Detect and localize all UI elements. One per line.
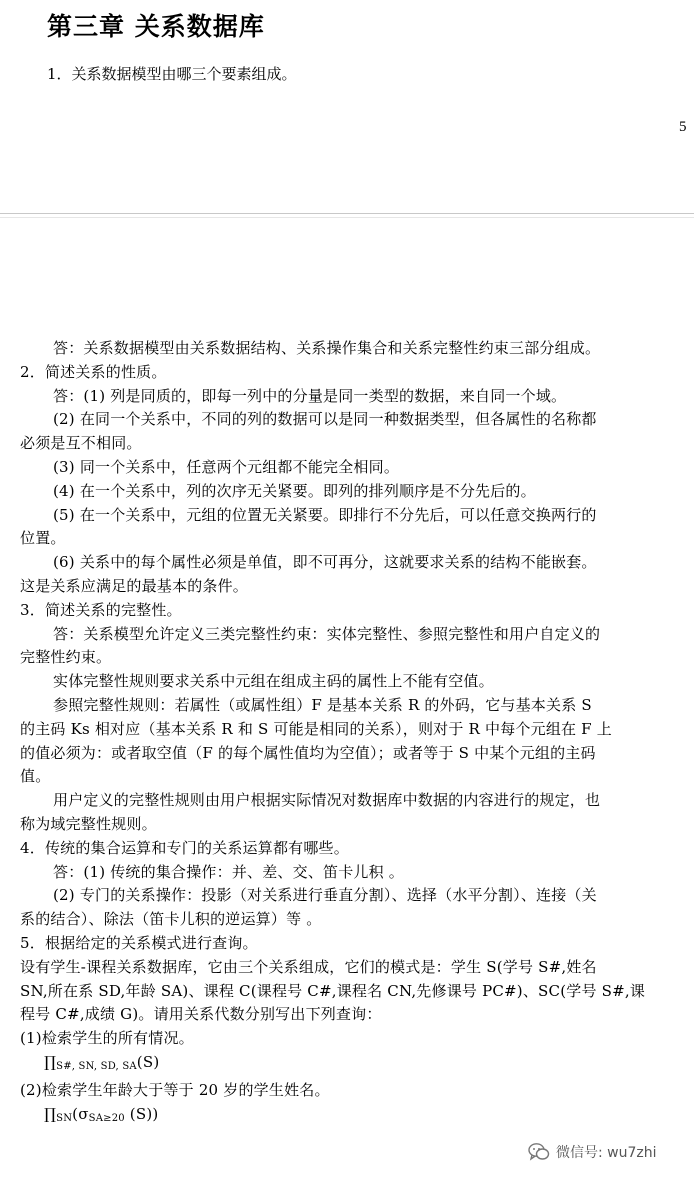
selection-symbol: (σ (72, 1104, 89, 1123)
answer-2-item-6-cont: 这是关系应满足的最基本的条件。 (20, 576, 249, 595)
answer-2-item-3: (3) 同一个关系中，任意两个元组都不能完全相同。 (53, 457, 400, 476)
formula-2-argument: (S)) (124, 1104, 159, 1123)
query-1: (1)检索学生的所有情况。 (20, 1029, 194, 1048)
projection-symbol: ∏ (44, 1052, 57, 1071)
answer-2-item-6: (6) 关系中的每个属性必须是单值，即不可再分，这就要求关系的结构不能嵌套。 (53, 553, 597, 572)
query-2: (2)检索学生年龄大于等于 20 岁的学生姓名。 (20, 1080, 330, 1099)
question-3: 3．简述关系的完整性。 (20, 600, 182, 619)
user-defined-integrity: 用户定义的完整性规则由用户根据实际情况对数据库中数据的内容进行的规定，也 (53, 791, 601, 810)
selection-condition: SA≥20 (88, 1112, 125, 1124)
document-body (20, 337, 672, 1130)
user-defined-integrity-cont: 称为域完整性规则。 (20, 814, 157, 833)
projection-attributes: SN (56, 1112, 73, 1124)
page-divider (0, 213, 694, 214)
answer-2-item-2-cont: 必须是互不相同。 (20, 434, 142, 453)
referential-integrity: 参照完整性规则：若属性（或属性组）F 是基本关系 R 的外码，它与基本关系 S (53, 695, 592, 714)
answer-2-item-5: (5) 在一个关系中，元组的位置无关紧要。即排行不分先后，可以任意交换两行的 (53, 505, 597, 524)
referential-integrity-cont-1: 的主码 Ks 相对应（基本关系 R 和 S 可能是相同的关系），则对于 R 中每个元组在 F 上 (20, 719, 612, 738)
watermark (528, 1140, 657, 1164)
question-4: 4．传统的集合运算和专门的关系运算都有哪些。 (20, 838, 349, 857)
watermark-label: 微信号: wu7zhi (556, 1145, 657, 1161)
answer-2-item-1: 答：(1) 列是同质的，即每一列中的分量是同一类型的数据，来自同一个域。 (53, 386, 567, 405)
answer-3: 答：关系模型允许定义三类完整性约束：实体完整性、参照完整性和用户自定义的 (53, 624, 601, 643)
page-divider-shadow (0, 217, 694, 218)
schema-description-1: 设有学生-课程关系数据库，它由三个关系组成，它们的模式是：学生 S(学号 S#,姓名 (20, 957, 597, 976)
wechat-icon (528, 1142, 550, 1162)
chapter-title: 第三章 关系数据库 (47, 12, 265, 41)
answer-4-item-1: 答：(1) 传统的集合操作：并、差、交、笛卡儿积 。 (53, 862, 404, 881)
question-2: 2．简述关系的性质。 (20, 362, 167, 381)
answer-2-item-2: (2) 在同一个关系中，不同的列的数据可以是同一种数据类型，但各属性的名称都 (53, 410, 597, 429)
projection-symbol: ∏ (44, 1104, 57, 1123)
formula-2 (20, 1103, 672, 1131)
projection-attributes: S#, SN, SD, SA (56, 1060, 137, 1072)
answer-4-item-2: (2) 专门的关系操作：投影（对关系进行垂直分割）、选择（水平分割）、连接（关 (53, 886, 597, 905)
schema-description-2: SN,所在系 SD,年龄 SA)、课程 C(课程号 C#,课程名 CN,先修课号 PC#)、SC(学号 S#,课 (20, 981, 646, 1000)
answer-1: 答：关系数据模型由关系数据结构、关系操作集合和关系完整性约束三部分组成。 (53, 339, 601, 357)
answer-3-cont: 完整性约束。 (20, 648, 112, 667)
referential-integrity-cont-3: 值。 (20, 767, 51, 786)
answer-4-item-2-cont: 系的结合）、除法（笛卡儿积的逆运算）等 。 (20, 910, 322, 929)
question-5: 5．根据给定的关系模式进行查询。 (20, 933, 258, 952)
question-1: 1．关系数据模型由哪三个要素组成。 (47, 65, 297, 83)
entity-integrity: 实体完整性规则要求关系中元组在组成主码的属性上不能有空值。 (53, 672, 494, 691)
schema-description-3: 程号 C#,成绩 G)。请用关系代数分别写出下列查询： (20, 1005, 382, 1024)
page-number: 5 (679, 119, 687, 135)
referential-integrity-cont-2: 的值必须为：或者取空值（F 的每个属性值均为空值）；或者等于 S 中某个元组的主码 (20, 743, 596, 762)
answer-2-item-5-cont: 位置。 (20, 529, 66, 548)
answer-2-item-4: (4) 在一个关系中，列的次序无关紧要。即列的排列顺序是不分先后的。 (53, 481, 536, 500)
formula-1 (20, 1051, 672, 1079)
formula-1-argument: (S) (136, 1052, 160, 1071)
